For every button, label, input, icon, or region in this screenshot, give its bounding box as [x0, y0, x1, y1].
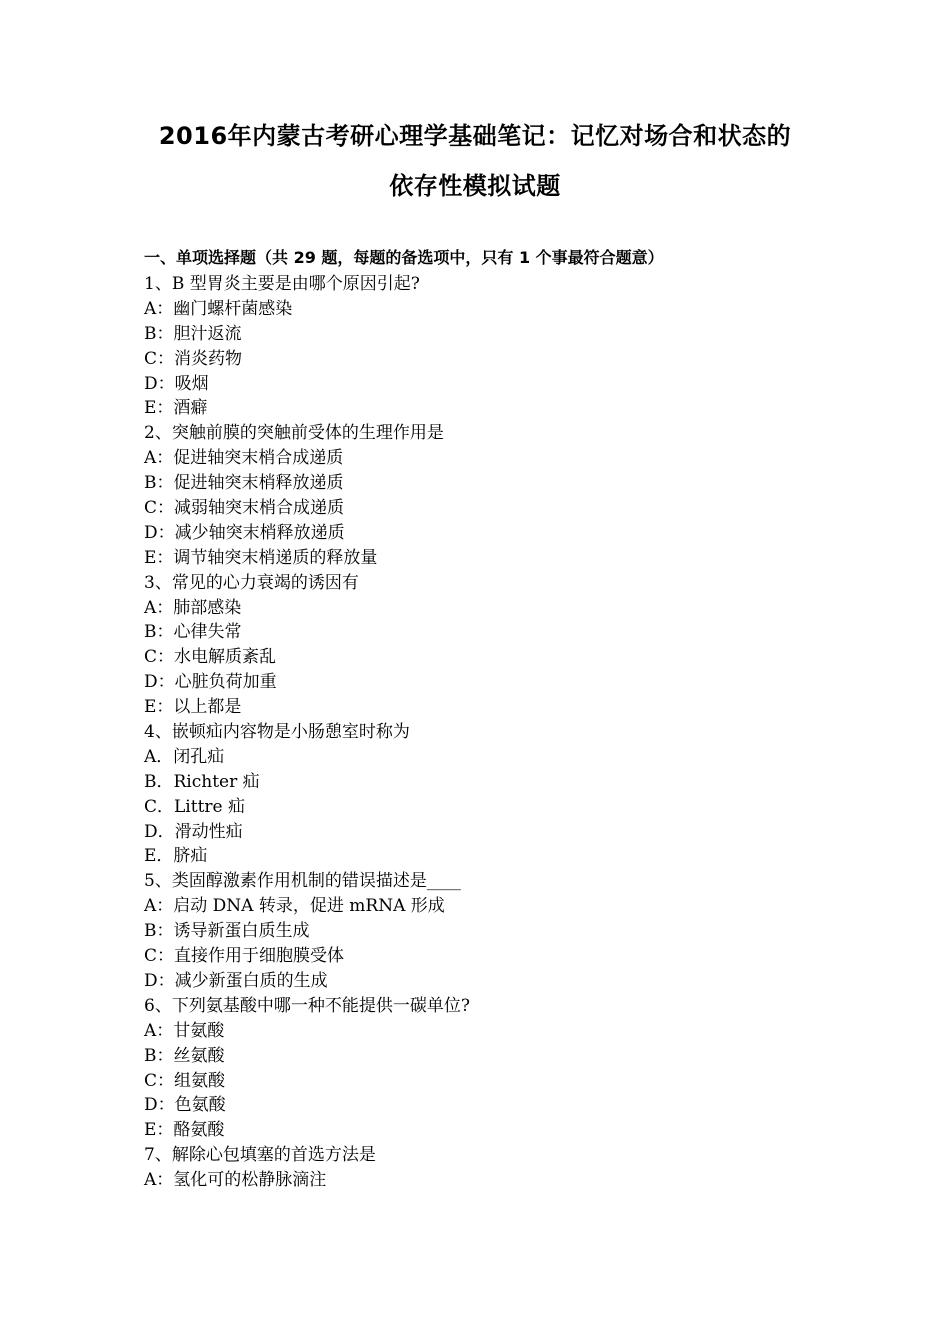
question-stem: 1、B 型胃炎主要是由哪个原因引起?: [144, 274, 420, 294]
option-a: A：氢化可的松静脉滴注: [144, 1170, 327, 1191]
option-b: B：促进轴突末梢释放递质: [144, 473, 344, 494]
question-stem: 2、突触前膜的突触前受体的生理作用是: [144, 423, 444, 444]
title-line-1: 2016年内蒙古考研心理学基础笔记：记忆对场合和状态的: [158, 122, 792, 150]
option-a: A：肺部感染: [144, 597, 242, 618]
option-b: B：心律失常: [144, 622, 242, 643]
option-c: C：水电解质紊乱: [144, 647, 277, 668]
option-d: D：色氨酸: [144, 1095, 226, 1116]
option-b: B：胆汁返流: [144, 323, 242, 344]
option-e: E：以上都是: [144, 697, 242, 718]
option-a: A．闭孔疝: [144, 746, 225, 767]
option-d: D：心脏负荷加重: [144, 672, 277, 693]
title-line-2: 依存性模拟试题: [389, 172, 561, 200]
option-a: A：甘氨酸: [144, 1020, 225, 1041]
option-d: D：减少轴突末梢释放递质: [144, 522, 345, 543]
option-c: C：减弱轴突末梢合成递质: [144, 498, 345, 519]
question-stem: 4、嵌顿疝内容物是小肠憩室时称为: [144, 722, 410, 743]
question-4: [144, 720, 824, 869]
option-e: E：酒癖: [144, 398, 208, 419]
question-stem: 3、常见的心力衰竭的诱因有: [144, 572, 359, 593]
question-6: [144, 994, 824, 1143]
option-c: C．Littre 疝: [144, 796, 245, 817]
option-b: B：丝氨酸: [144, 1045, 225, 1066]
option-a: A：启动 DNA 转录，促进 mRNA 形成: [144, 896, 445, 917]
option-c: C：组氨酸: [144, 1070, 226, 1091]
option-e: E．脐疝: [144, 846, 208, 867]
question-list: [144, 272, 824, 1193]
question-stem: 6、下列氨基酸中哪一种不能提供一碳单位?: [144, 995, 470, 1016]
option-a: A：促进轴突末梢合成递质: [144, 448, 344, 469]
option-d: D：减少新蛋白质的生成: [144, 970, 328, 991]
option-e: E：调节轴突末梢递质的释放量: [144, 547, 378, 568]
question-3: [144, 571, 824, 720]
option-b: B．Richter 疝: [144, 771, 260, 792]
document-title: [60, 112, 890, 210]
question-1: [144, 272, 824, 421]
option-b: B：诱导新蛋白质生成: [144, 921, 310, 942]
option-a: A：幽门螺杆菌感染: [144, 298, 293, 319]
question-2: [144, 421, 824, 570]
option-d: D：吸烟: [144, 373, 209, 394]
option-e: E：酪氨酸: [144, 1120, 225, 1141]
section-heading: 一、单项选择题（共 29 题，每题的备选项中，只有 1 个事最符合题意）: [144, 248, 664, 267]
option-c: C：直接作用于细胞膜受体: [144, 946, 345, 967]
question-5: [144, 869, 824, 993]
question-stem: 7、解除心包填塞的首选方法是: [144, 1145, 376, 1166]
option-d: D．滑动性疝: [144, 821, 243, 842]
question-stem: 5、类固醇激素作用机制的错误描述是____: [144, 871, 461, 892]
question-7: [144, 1143, 824, 1193]
option-c: C：消炎药物: [144, 348, 243, 369]
